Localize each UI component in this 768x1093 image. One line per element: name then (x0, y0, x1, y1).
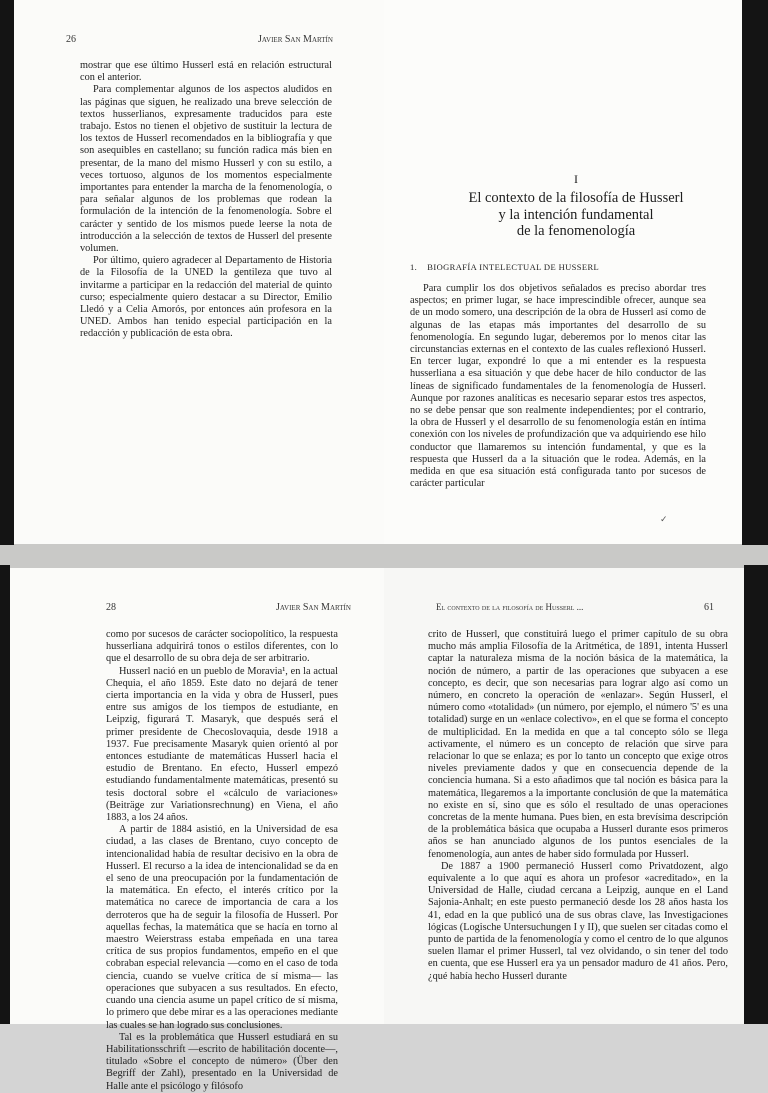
paragraph: Para complementar algunos de los aspectos aludidos en las páginas que siguen, he realizado una breve selección de textos husserlianos, expresamente traducidos para este trabajo. Estos no tienen el objetivo de sustituir la lectura de los textos de Husserl recomendados en la bibliografía y que son asequibles en castellano; su función radica más bien en presentar, de la mano del mismo Husserl y con su estilo, a veces tortuoso, algunos de los momentos especialmente importantes para entender la marcha de la fenomenología, o para señalar algunos de los problemas que rodean la formulación de la intención de la fenomenología. Sobre el carácter y sentido de los mismos puede leerse la nota de introducción a la selección de textos de Husserl del presente volumen. (80, 84, 332, 255)
folio: 26 (66, 34, 76, 45)
page-61 (384, 552, 768, 1024)
paragraph: mostrar que ese último Husserl está en relación estructural con el anterior. (80, 60, 332, 84)
page-28 (0, 552, 384, 1092)
body-text (106, 629, 338, 1093)
running-head: Javier San Martín (276, 602, 351, 613)
paragraph: Husserl nació en un pueblo de Moravia¹, en la actual Chequia, el año 1859. Este dato no dejará de tener cierta importancia en la vida y obra de Husserl, pues entre sus amigos de los tiempos de estudiante, en Leipzig, figurará T. Masaryk, que después será el primer presidente de Checoslovaquia, desde 1918 a 1937. Fue precisamente Masaryk quien orientó al por entonces estudiante de matemáticas Husserl hacia el estudio de Brentano. En efecto, Husserl empezó estudiando fundamentalmente matemáticas, presentó su tesis doctoral sobre el «cálculo de variaciones» (Beiträge zur Variationsrechnung) en Viena, el año 1883, a los 24 años. (106, 665, 338, 824)
scan-gap (0, 544, 768, 568)
chapter-title-line: y la intención fundamental (498, 206, 654, 223)
scan-edge (742, 0, 768, 545)
paragraph: De 1887 a 1900 permaneció Husserl como Privatdozent, algo equivalente a lo que aquí es ahora un profesor «acreditado», en la Universidad de Halle, ciudad cercana a Leipzig, aunque en el Land Sajonia-Anhalt; en este puesto permaneció desde los 28 años hasta los 41, edad en la que publicó una de sus obras clave, las Investigaciones lógicas (Logische Untersuchungen I y II), que suelen ser citadas como el punto de partida de la fenomenología y como el centro de lo que algunos suelen llamar el primer Husserl, tal vez olvidando, o sin tener del todo en cuenta, que ese Husserl era ya un pensador maduro de 41 años. Pero, ¿qué había hecho Husserl durante (428, 860, 728, 982)
scan-edge (744, 565, 768, 1024)
body-text (428, 629, 728, 983)
section-heading (410, 262, 599, 272)
paragraph: Tal es la problemática que Husserl estudiará en su Habilitationsschrift —escrito de habilitación docente—, titulado «Sobre el concepto de número» (Über den Begriff der Zahl), presentado en la Universidad de Halle ante el psicólogo y filósofo (106, 1031, 338, 1092)
body-text (410, 283, 706, 490)
chapter-number: I (574, 172, 578, 186)
chapter-title-line: El contexto de la filosofía de Husserl (468, 190, 684, 206)
scan-edge (0, 0, 14, 545)
crop-mark: ✓ (660, 514, 668, 524)
body-text (80, 60, 332, 341)
chapter-title-line: de la fenomenología (516, 223, 636, 239)
page-27 (384, 0, 768, 552)
paragraph: A partir de 1884 asistió, en la Universidad de esa ciudad, a las clases de Brentano, cuyo concepto de intencionalidad había de resultar decisivo en la obra de Husserl. El recurso a la idea de intencionalidad se da en el seno de una preocupación por la fundamentación de la matemática. En efecto, el interés crítico por la matemática no carece de importancia de cara a los derroteros que ha de seguir la filosofía de Husserl. Por aquellas fechas, la matemática que se hacía en torno al maestro Weierstrass estaba empeñada en una tarea crítica de sus propios fundamentos, empeño en el que cobraban especial relevancia —como en el caso de toda ciencia, cuando se vuelve crítica de sí misma— las operaciones que subyacen a sus resultados. En efecto, cuando una ciencia asume un papel crítico de sí misma, lo primero que debe mirar es a las operaciones mediante las cuales se han logrado sus conclusiones. (106, 824, 338, 1031)
paragraph: Por último, quiero agradecer al Departamento de Historia de la Filosofía de la UNED la gentileza que tuvo al invitarme a participar en la redacción del material de quinto curso; especialmente quiero destacar a su Director, Emilio Lledó y a Celia Amorós, por entonces aún profesora en la UNED. Ambos han tenido especial participación en la redacción y publicación de esta obra. (80, 255, 332, 340)
paragraph: Para cumplir los dos objetivos señalados es preciso abordar tres aspectos; en primer lugar, se hace imprescindible ofrecer, aunque sea de un modo somero, una descripción de la obra de Husserl así como de algunas de las etapas más importantes del desarrollo de su fenomenología. En segundo lugar, deberemos por lo menos citar las circunstancias externas en el contexto de las cuales reflexionó Husserl. En tercer lugar, expondré lo que a mi entender es la respuesta husserliana a esa situación y que debe hacer de hilo conductor de las líneas de significado fundamentales de la fenomenología de Husserl. Aunque por razones analíticas es necesario separar estos tres aspectos, no se debe pensar que son realmente independientes; por el contrario, la obra de Husserl y el desarrollo de su fenomenología están en íntima conexión con los niveles de profundización que va adquiriendo ese hilo conductor que llamaremos su intención fundamental, y que es la respuesta que Husserl da a la situación que le rodea. Además, en la medida en que esa situación está configurada tanto por sucesos de carácter particular (410, 283, 706, 490)
scan-edge (0, 565, 10, 1024)
page-26 (0, 0, 384, 552)
running-head: El contexto de la filosofía de Husserl ... (436, 602, 584, 612)
paragraph: como por sucesos de carácter sociopolítico, la respuesta husserliana adquirirá tonos o estilos diferentes, con lo que el desarrollo de su obra deja de ser arbitrario. (106, 629, 338, 665)
folio: 61 (704, 602, 714, 613)
chapter-title (424, 190, 728, 240)
paragraph: crito de Husserl, que constituirá luego el primer capítulo de su obra mucho más amplia Filosofía de la Aritmética, de 1891, intenta Husserl captar la naturaleza misma de la noción básica de la matemática, la noción de número, a partir de las operaciones que subyacen a ese concepto, es decir, que son necesarias para lograr algo así como un número, en concreto la operación de «enlazar». Según Husserl, el número como «totalidad» (un número, por ejemplo, el número '5' es una totalidad) surge en un «enlace colectivo», en el que se forma el concepto de multiplicidad. En la medida en que a tal concepto sólo se llega activamente, el número es un concepto de relación que sirve para relacionar lo que se enlaza; es por lo tanto un concepto que exige otros niveles previamente dados y que en consecuencia depende de la conciencia humana. Si a esto añadimos que tal noción es básica para la matemática, llegaremos a la importante conclusión de que la matemática no existe en sí, sino que es sólo el resultado de unas operaciones concretas de la mente humana. Pues bien, en esta brevísima descripción de la problemática básica que ocupaba a Husserl durante esos primeros años se han anunciado algunos de los puntos esenciales de la fenomenología, aun antes de haber sido formulada por Husserl. (428, 629, 728, 860)
section-title: BIOGRAFÍA INTELECTUAL DE HUSSERL (427, 262, 600, 272)
running-head: Javier San Martín (258, 34, 333, 45)
folio: 28 (106, 602, 116, 613)
section-number: 1. (410, 262, 418, 272)
